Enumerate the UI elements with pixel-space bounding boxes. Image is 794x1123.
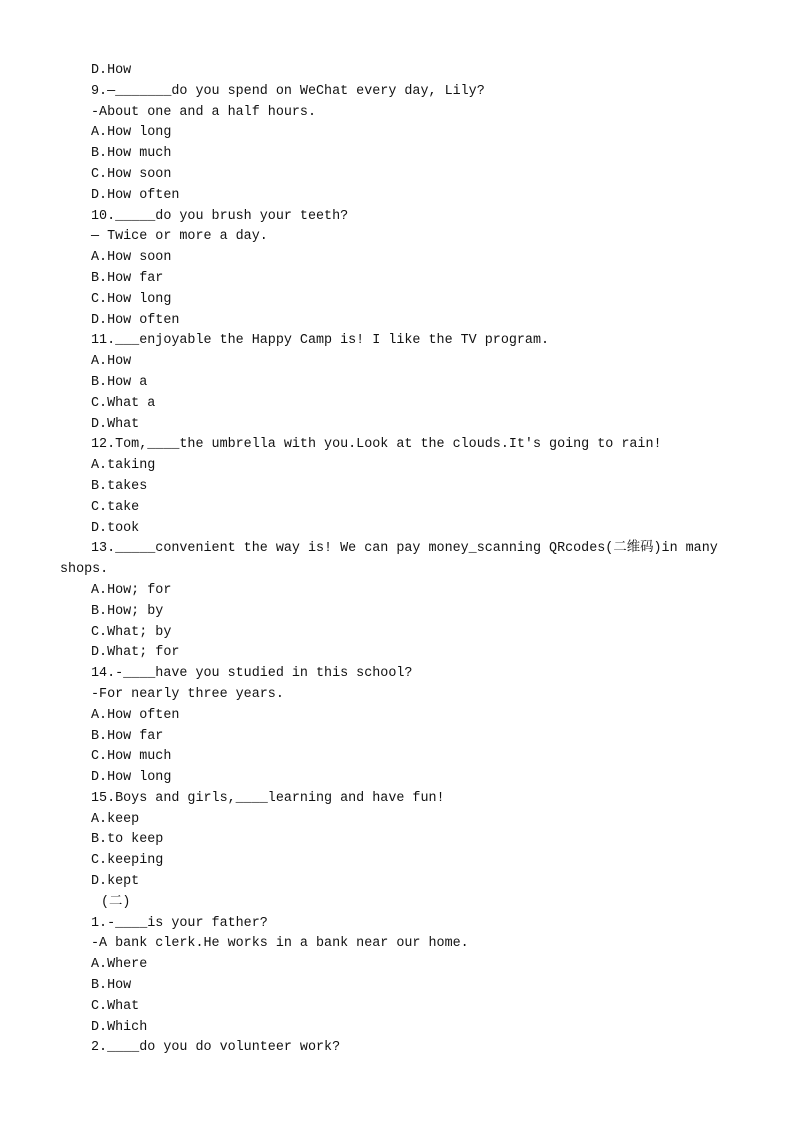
question-9: 9.—_______do you spend on WeChat every day, Lily?	[91, 83, 485, 99]
option-line: C.What	[91, 998, 140, 1014]
option-line: C.take	[91, 499, 140, 515]
answer-line: -For nearly three years.	[91, 686, 284, 702]
question-15: 15.Boys and girls,____learning and have fun!	[91, 790, 445, 806]
answer-line: -About one and a half hours.	[91, 104, 316, 120]
option-line: A.How long	[91, 125, 172, 141]
option-line: D.How often	[91, 312, 180, 328]
option-line: C.What a	[91, 395, 156, 411]
question-14: 14.-____have you studied in this school?	[91, 666, 413, 682]
option-line: A.taking	[91, 458, 156, 474]
option-line: C.How much	[91, 749, 172, 765]
option-line: A.How	[91, 354, 132, 370]
option-line: A.Where	[91, 957, 148, 973]
option-line: D.kept	[91, 874, 140, 890]
section-heading: (二)	[101, 894, 131, 910]
option-line: A.keep	[91, 811, 140, 827]
option-line: B.How a	[91, 374, 148, 390]
option-line: C.How long	[91, 291, 172, 307]
option-line: D.How often	[91, 187, 180, 203]
question-13: 13._____convenient the way is! We can pay money_scanning QRcodes(二维码)in many shops.	[60, 541, 718, 578]
option-line: B.How far	[91, 728, 164, 744]
option-line: D.Which	[91, 1019, 148, 1035]
question-2: 2.____do you do volunteer work?	[91, 1040, 341, 1056]
option-line: B.to keep	[91, 832, 164, 848]
question-list	[60, 61, 740, 1059]
option-line: B.How much	[91, 146, 172, 162]
option-line: A.How; for	[91, 582, 172, 598]
option-line: C.What; by	[91, 624, 172, 640]
answer-line: -A bank clerk.He works in a bank near our home.	[91, 936, 469, 952]
answer-line: — Twice or more a day.	[91, 229, 268, 245]
question-11: 11.___enjoyable the Happy Camp is! I like the TV program.	[91, 333, 550, 349]
option-line: A.How soon	[91, 250, 172, 266]
option-line: D.took	[91, 520, 140, 536]
question-1: 1.-____is your father?	[91, 915, 268, 931]
option-line: B.How	[91, 978, 132, 994]
option-line: C.keeping	[91, 853, 164, 869]
option-line: B.How; by	[91, 603, 164, 619]
option-line: D.What	[91, 416, 140, 432]
option-line: B.How far	[91, 270, 164, 286]
option-line: D.How long	[91, 770, 172, 786]
option-line: D.How	[91, 63, 132, 78]
option-line: C.How soon	[91, 166, 172, 182]
option-line: B.takes	[91, 478, 148, 494]
question-12: 12.Tom,____the umbrella with you.Look at the clouds.It's going to rain!	[91, 437, 662, 453]
option-line: D.What; for	[91, 645, 180, 661]
option-line: A.How often	[91, 707, 180, 723]
question-10: 10._____do you brush your teeth?	[91, 208, 349, 224]
